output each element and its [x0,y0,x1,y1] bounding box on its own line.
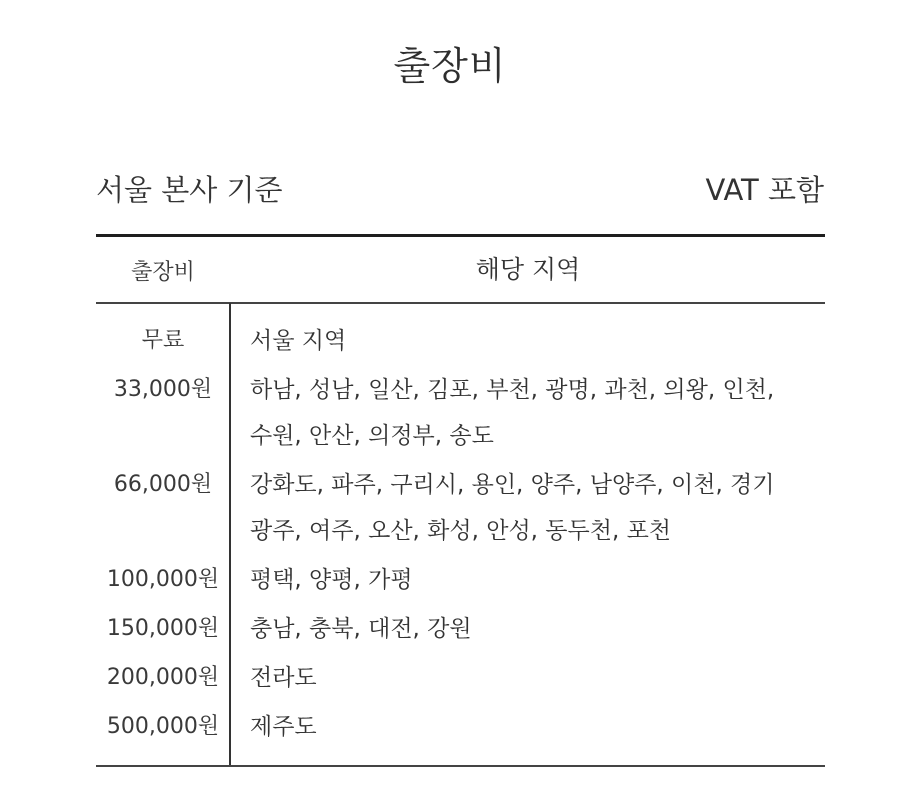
table-top-rule [96,234,825,237]
vat-label: VAT 포함 [705,173,824,207]
header-divider [96,302,825,304]
fee-amount: 500,000원 [106,714,220,739]
region-column-header: 해당 지역 [475,255,581,284]
table-row [96,655,825,701]
fee-amount: 200,000원 [106,665,220,690]
region-list: 서울 지역 [250,328,347,354]
table-row [96,462,825,554]
region-list: 충남, 충북, 대전, 강원 [250,616,472,642]
basis-label: 서울 본사 기준 [96,173,283,207]
table-row [96,318,825,364]
table-bottom-rule [96,765,825,767]
table-row [96,557,825,603]
page-title: 출장비 [393,44,507,88]
price-column-header: 출장비 [131,260,195,285]
table-row [96,367,825,459]
fee-table-body [96,318,825,750]
region-list: 전라도 [250,665,317,691]
fee-amount: 33,000원 [113,377,213,402]
fee-amount: 66,000원 [113,472,213,497]
table-row [96,704,825,750]
region-list: 제주도 [250,714,317,740]
fee-amount: 무료 [141,328,185,353]
region-list: 강화도, 파주, 구리시, 용인, 양주, 남양주, 이천, 경기 광주, 여주, 오산, 화성, 안성, 동두천, 포천 [250,472,775,544]
fee-amount: 150,000원 [106,616,220,641]
fee-amount: 100,000원 [106,567,220,592]
region-list: 평택, 양평, 가평 [250,567,413,593]
table-row [96,606,825,652]
region-list: 하남, 성남, 일산, 김포, 부천, 광명, 과천, 의왕, 인천, 수원, 안산, 의정부, 송도 [250,377,775,449]
